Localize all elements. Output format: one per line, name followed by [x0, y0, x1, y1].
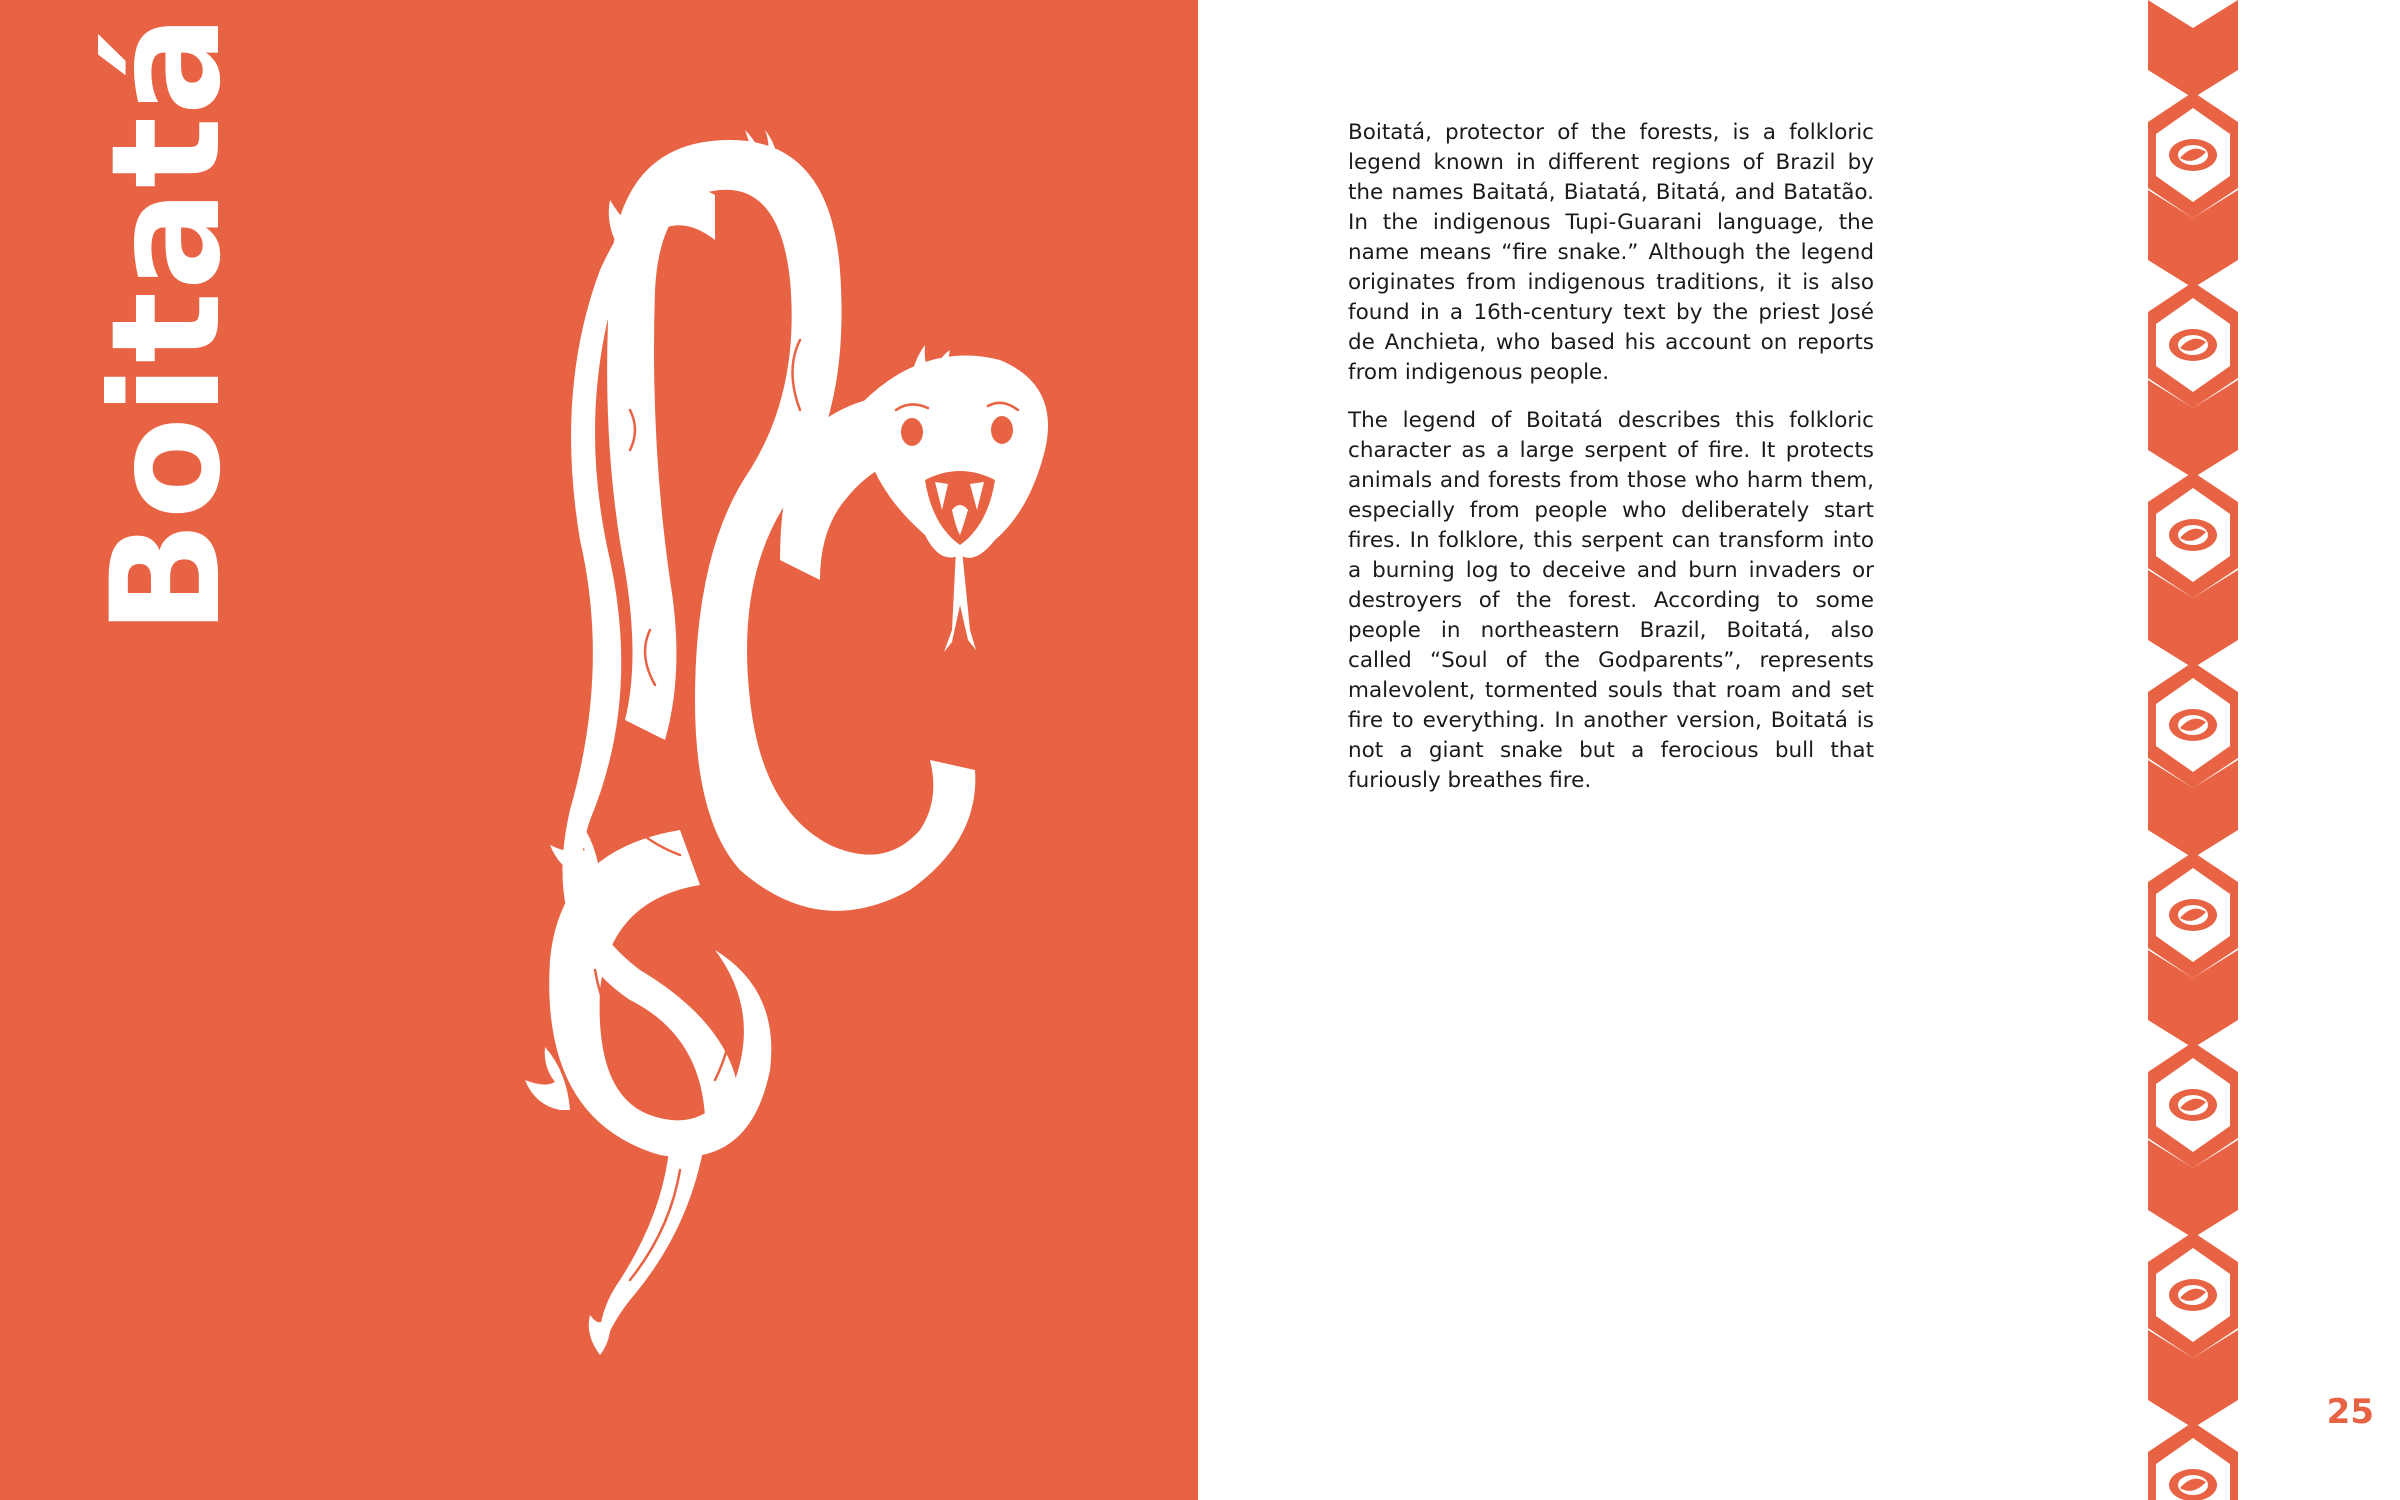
geometric-eye-motif-border	[2148, 0, 2238, 1500]
page-title: Boitatá	[80, 13, 254, 635]
page-number: 25	[2326, 1392, 2374, 1432]
paragraph-intro: Boitatá, protector of the forests, is a folkloric legend known in different regions of Brazil by the names Baitatá, Biatatá, Bitatá, and Batatão. In the indigenous Tupi-Guarani language, the name means “fire snake.” Although the legend originates from indigenous traditions, it is also found in a 16th-century text by the priest José de Anchieta, who based his account on reports from indigenous people.	[1348, 120, 1874, 385]
left-color-panel	[0, 0, 1198, 1500]
paragraph-legend: The legend of Boitatá describes this folkloric character as a large serpent of fire. It protects animals and forests from those who harm them, especially from people who deliberately start fires. In folklore, this serpent can transform into a burning log to deceive and burn invaders or destroyers of the forest. According to some people in northeastern Brazil, Boitatá, also called “Soul of the Godparents”, represents malevolent, tormented souls that roam and set fire to everything. In another version, Boitatá is not a giant snake but a ferocious bull that furiously breathes fire.	[1348, 408, 1874, 793]
body-text	[1348, 118, 1874, 814]
fire-serpent-illustration	[500, 110, 1060, 1390]
